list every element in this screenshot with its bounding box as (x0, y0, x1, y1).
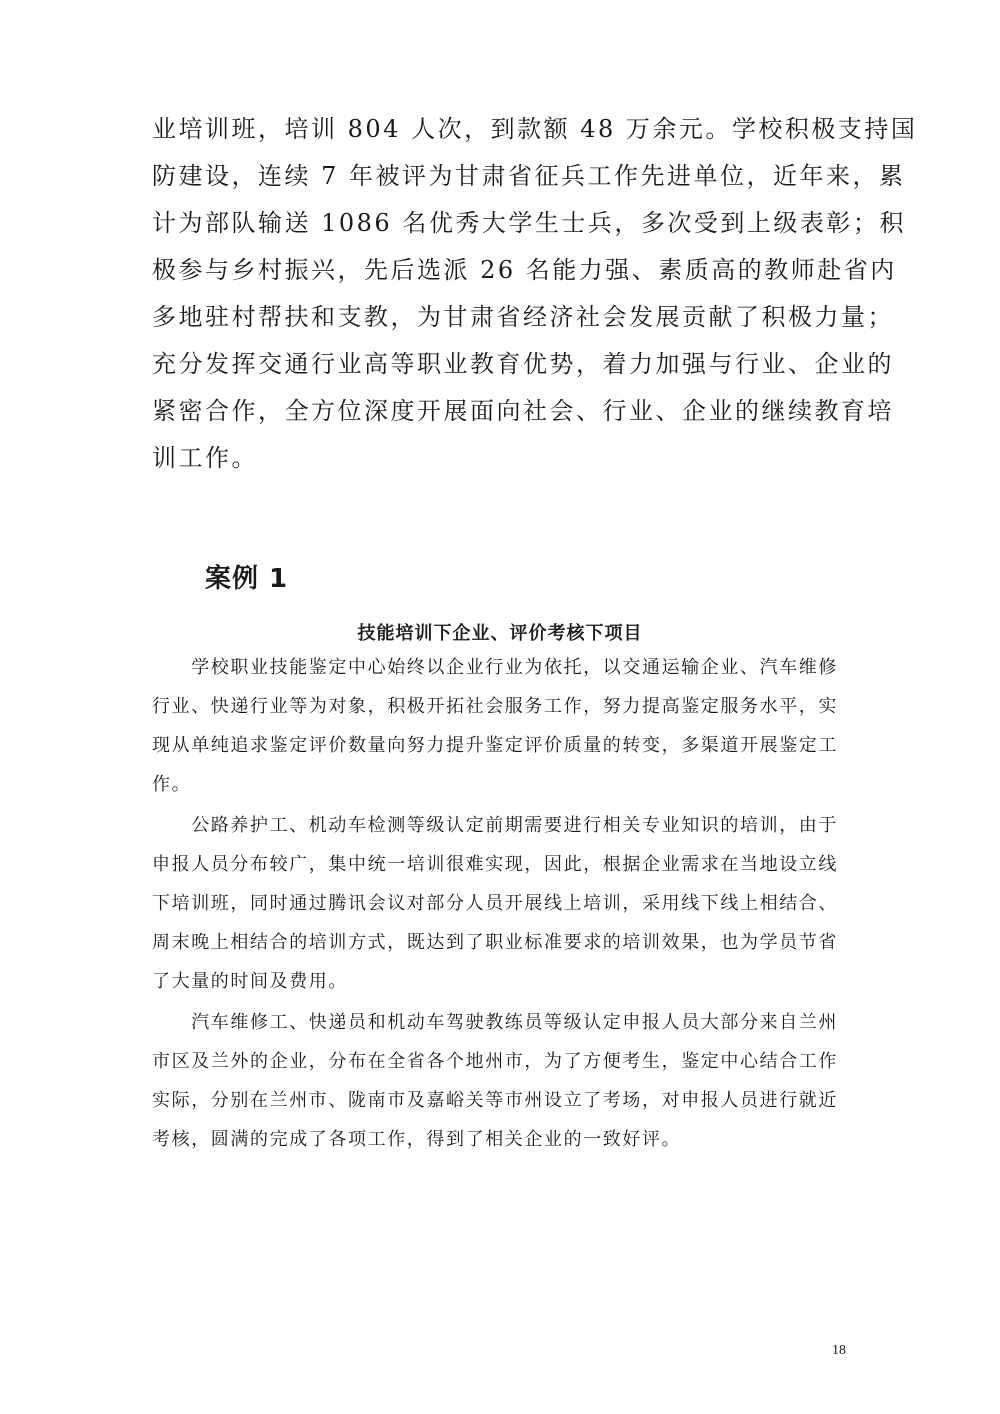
intro-line: 充分发挥交通行业高等职业教育优势，着力加强与行业、企业的 (152, 350, 894, 378)
body-line: 下培训班，同时通过腾讯会议对部分人员开展线上培训，采用线下线上相结合、 (152, 893, 838, 914)
page-number: 18 (832, 1343, 846, 1358)
case-title: 技能培训下企业、评价考核下项目 (357, 623, 643, 644)
case-heading: 案例 1 (205, 564, 289, 594)
body-line: 市区及兰外的企业，分布在全省各个地州市，为了方便考生，鉴定中心结合工作 (152, 1051, 838, 1072)
body-line: 公路养护工、机动车检测等级认定前期需要进行相关专业知识的培训，由于 (152, 815, 838, 836)
intro-line: 极参与乡村振兴，先后选派 26 名能力强、素质高的教师赴省内 (152, 256, 897, 284)
body-line: 实际，分别在兰州市、陇南市及嘉峪关等市州设立了考场，对申报人员进行就近 (152, 1090, 838, 1111)
intro-line: 业培训班，培训 804 人次，到款额 48 万余元。学校积极支持国 (152, 115, 918, 143)
intro-line: 计为部队输送 1086 名优秀大学生士兵，多次受到上级表彰；积 (152, 209, 906, 237)
intro-line: 防建设，连续 7 年被评为甘肃省征兵工作先进单位，近年来，累 (152, 162, 906, 190)
body-line: 申报人员分布较广，集中统一培训很难实现，因此，根据企业需求在当地设立线 (152, 854, 838, 875)
body-line: 周末晚上相结合的培训方式，既达到了职业标准要求的培训效果，也为学员节省 (152, 932, 838, 953)
body-line: 学校职业技能鉴定中心始终以企业行业为依托，以交通运输企业、汽车维修 (152, 657, 838, 678)
body-line: 行业、快递行业等为对象，积极开拓社会服务工作，努力提高鉴定服务水平，实 (152, 696, 838, 717)
body-line: 现从单纯追求鉴定评价数量向努力提升鉴定评价质量的转变，多渠道开展鉴定工 (152, 735, 838, 756)
body-line: 了大量的时间及费用。 (152, 971, 348, 992)
body-line: 汽车维修工、快递员和机动车驾驶教练员等级认定申报人员大部分来自兰州 (152, 1012, 838, 1033)
body-line: 作。 (152, 774, 192, 795)
intro-line: 紧密合作，全方位深度开展面向社会、行业、企业的继续教育培 (152, 397, 894, 425)
intro-line: 训工作。 (152, 444, 258, 472)
intro-line: 多地驻村帮扶和支教，为甘肃省经济社会发展贡献了积极力量； (152, 303, 894, 331)
body-line: 考核，圆满的完成了各项工作，得到了相关企业的一致好评。 (152, 1129, 682, 1150)
